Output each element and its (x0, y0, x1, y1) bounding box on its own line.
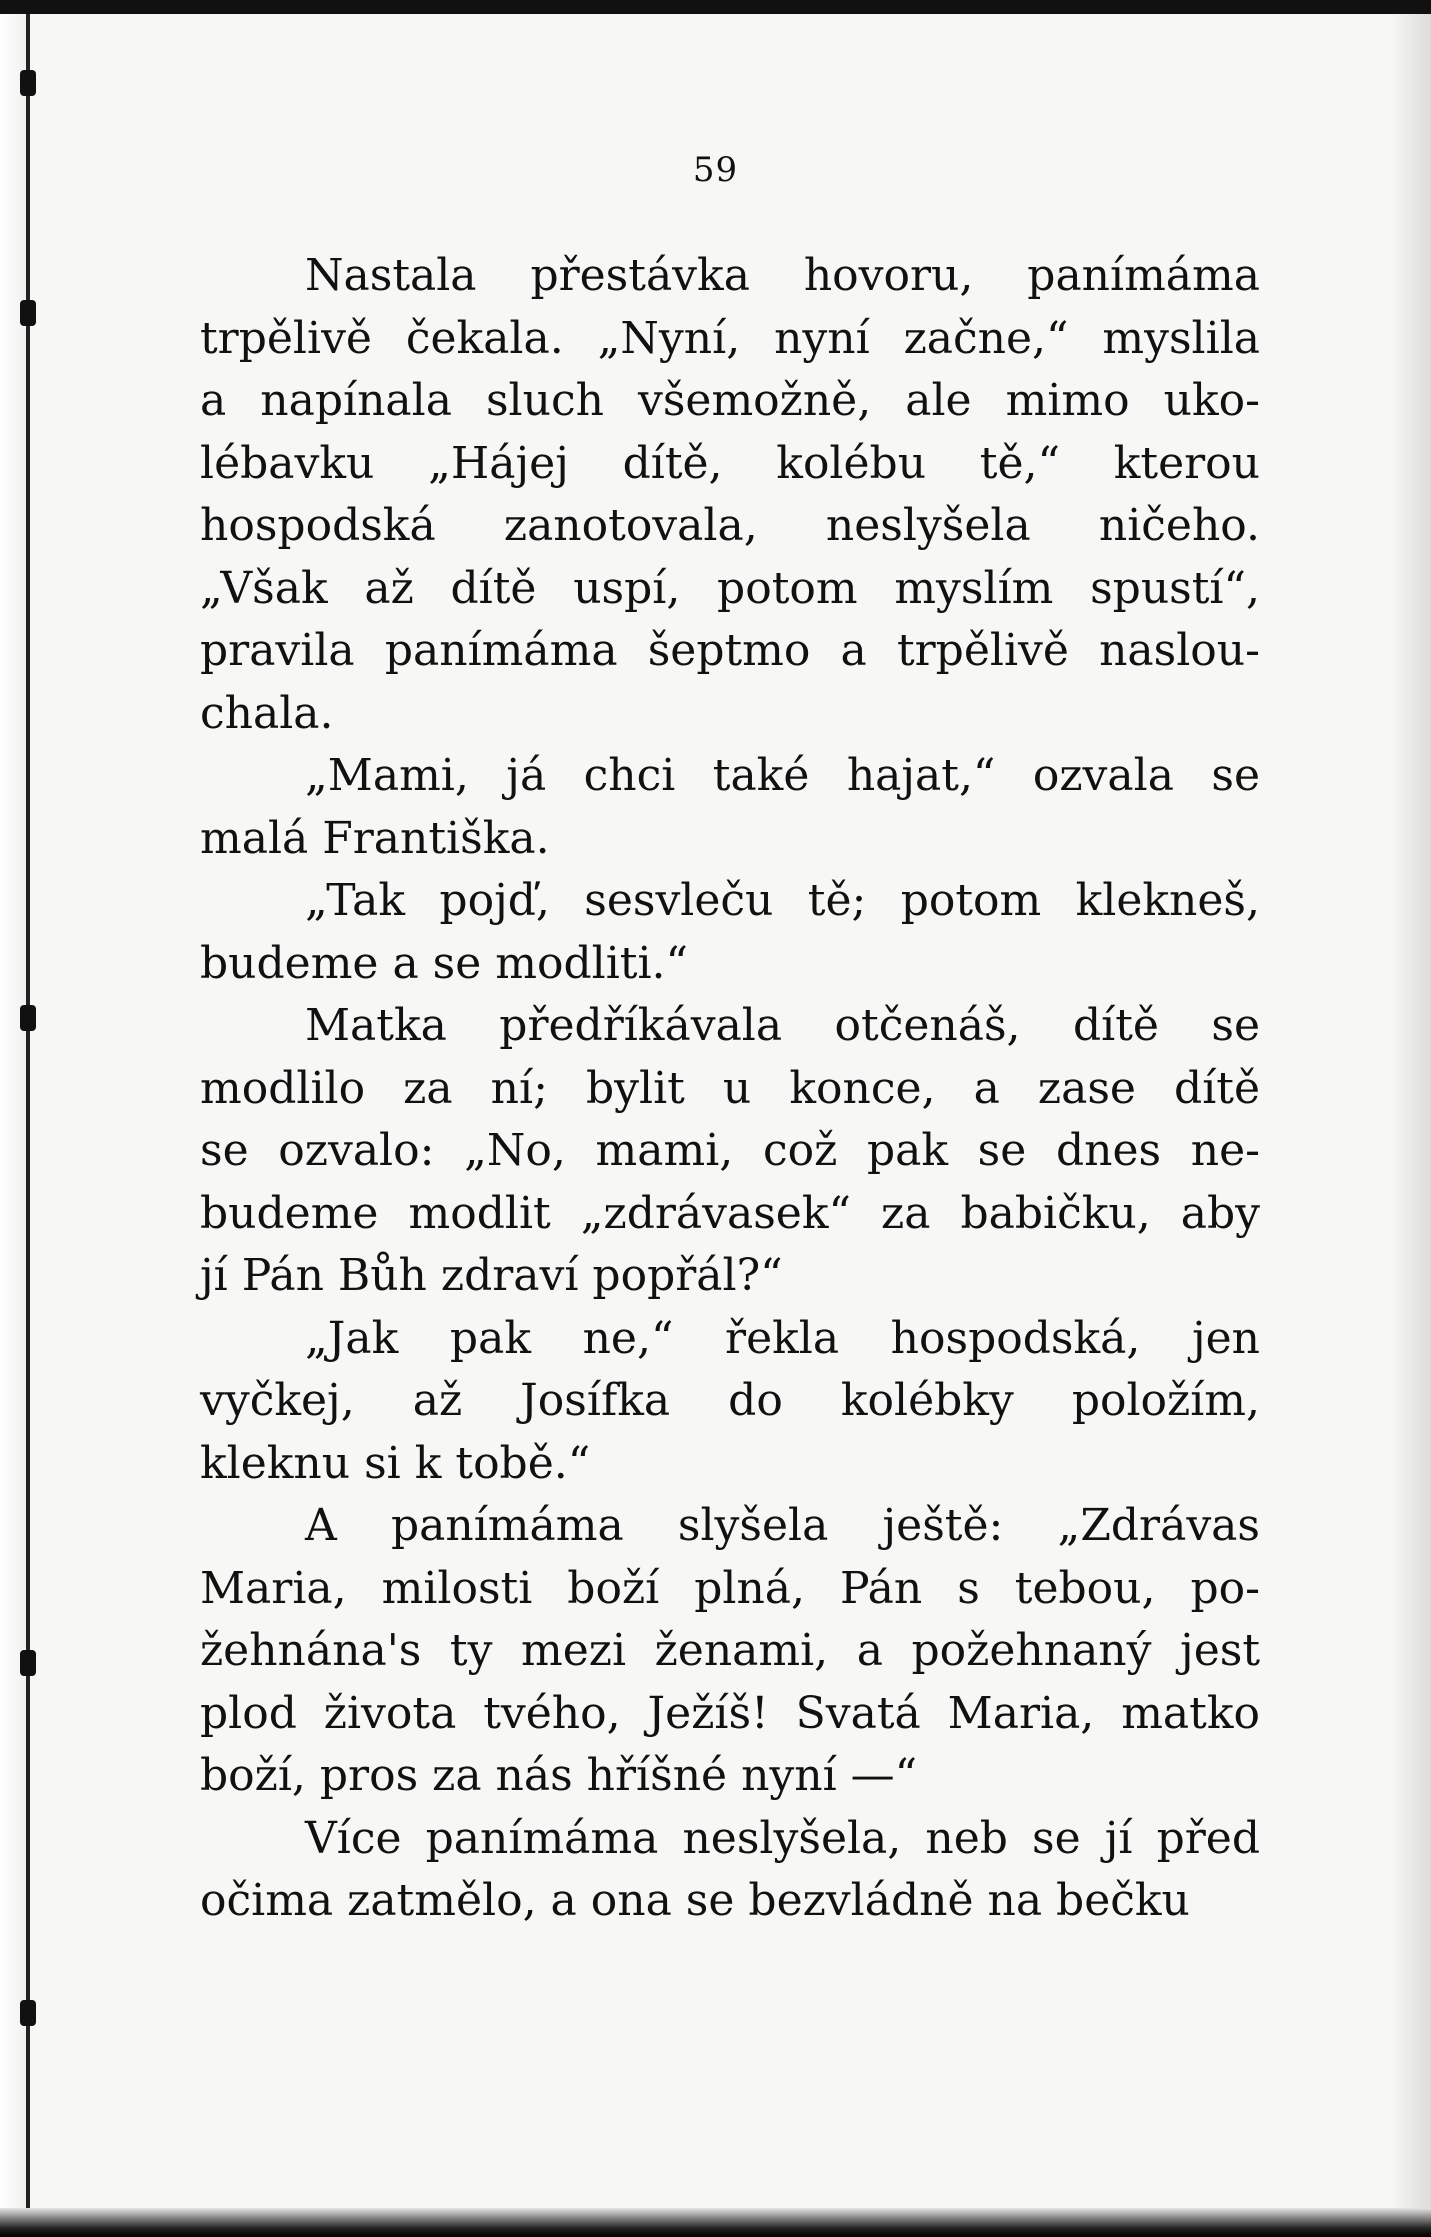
text-line: Matka předříkávala otčenáš, dítě se (305, 1000, 1260, 1051)
page-curl-shadow (1391, 14, 1431, 2214)
text-line: „Jak pak ne,“ řekla hospodská, jen (305, 1312, 1260, 1364)
text-line: malá Františka. (200, 812, 550, 864)
text-line: budeme a se modliti.“ (200, 937, 689, 989)
text-line: Nastala přestávka hovoru, panímáma (305, 250, 1260, 301)
text-line: žehnána's ty mezi ženami, a požehnaný jest (200, 1625, 1260, 1676)
page-edge-line (26, 14, 30, 2214)
text-line: budeme modlit „zdrávasek“ za babičku, aby (200, 1187, 1260, 1239)
text-line: Více panímáma neslyšela, neb se jí před (305, 1812, 1260, 1864)
text-line: A panímáma slyšela ještě: „Zdrávas (305, 1500, 1260, 1551)
text-line: se ozvalo: „No, mami, což pak se dnes ne- (200, 1125, 1260, 1176)
text-line: modlilo za ní; bylit u konce, a zase dítě (200, 1062, 1260, 1114)
text-line: kleknu si k tobě.“ (200, 1437, 591, 1489)
text-line: boží, pros za nás hříšné nyní —“ (200, 1750, 918, 1801)
scan-mark (20, 300, 36, 326)
text-line: „Tak pojď, sesvleču tě; potom klekneš, (305, 875, 1260, 926)
binding-shadow (0, 14, 26, 2214)
text-line: Maria, milosti boží plná, Pán s tebou, po- (200, 1562, 1260, 1614)
scan-mark (20, 1650, 36, 1676)
text-line: „Mami, já chci také hajat,“ ozvala se (305, 750, 1260, 801)
text-line: lébavku „Hájej dítě, kolébu tě,“ kterou (200, 437, 1260, 489)
text-line: „Však až dítě uspí, potom myslím spustí“, (200, 562, 1260, 614)
paragraph (200, 745, 1260, 870)
text-line: hospodská zanotovala, neslyšela ničeho. (200, 500, 1260, 551)
paragraph (200, 995, 1260, 1308)
paragraph (200, 245, 1260, 745)
page-number: 59 (692, 150, 739, 190)
text-line: chala. (200, 687, 334, 739)
scan-top-border (0, 0, 1431, 14)
text-line: trpělivě čekala. „Nyní, nyní začne,“ myslila (200, 312, 1260, 364)
paragraph (200, 870, 1260, 995)
text-line: pravila panímáma šeptmo a trpělivě naslou- (200, 625, 1260, 676)
body-text (200, 245, 1260, 1933)
text-line: plod života tvého, Ježíš! Svatá Maria, matko (200, 1687, 1260, 1739)
scan-bottom-border (0, 2208, 1431, 2237)
text-line: a napínala sluch všemožně, ale mimo uko- (200, 375, 1260, 426)
text-line: jí Pán Bůh zdraví popřál?“ (200, 1250, 783, 1301)
paragraph (200, 1308, 1260, 1496)
scan-mark (20, 70, 36, 96)
scan-mark (20, 1005, 36, 1031)
scan-mark (20, 2000, 36, 2026)
paragraph (200, 1495, 1260, 1808)
text-line: vyčkej, až Josífka do kolébky položím, (200, 1375, 1260, 1426)
paragraph (200, 1808, 1260, 1933)
text-line: očima zatmělo, a ona se bezvládně na bečku (200, 1875, 1190, 1926)
